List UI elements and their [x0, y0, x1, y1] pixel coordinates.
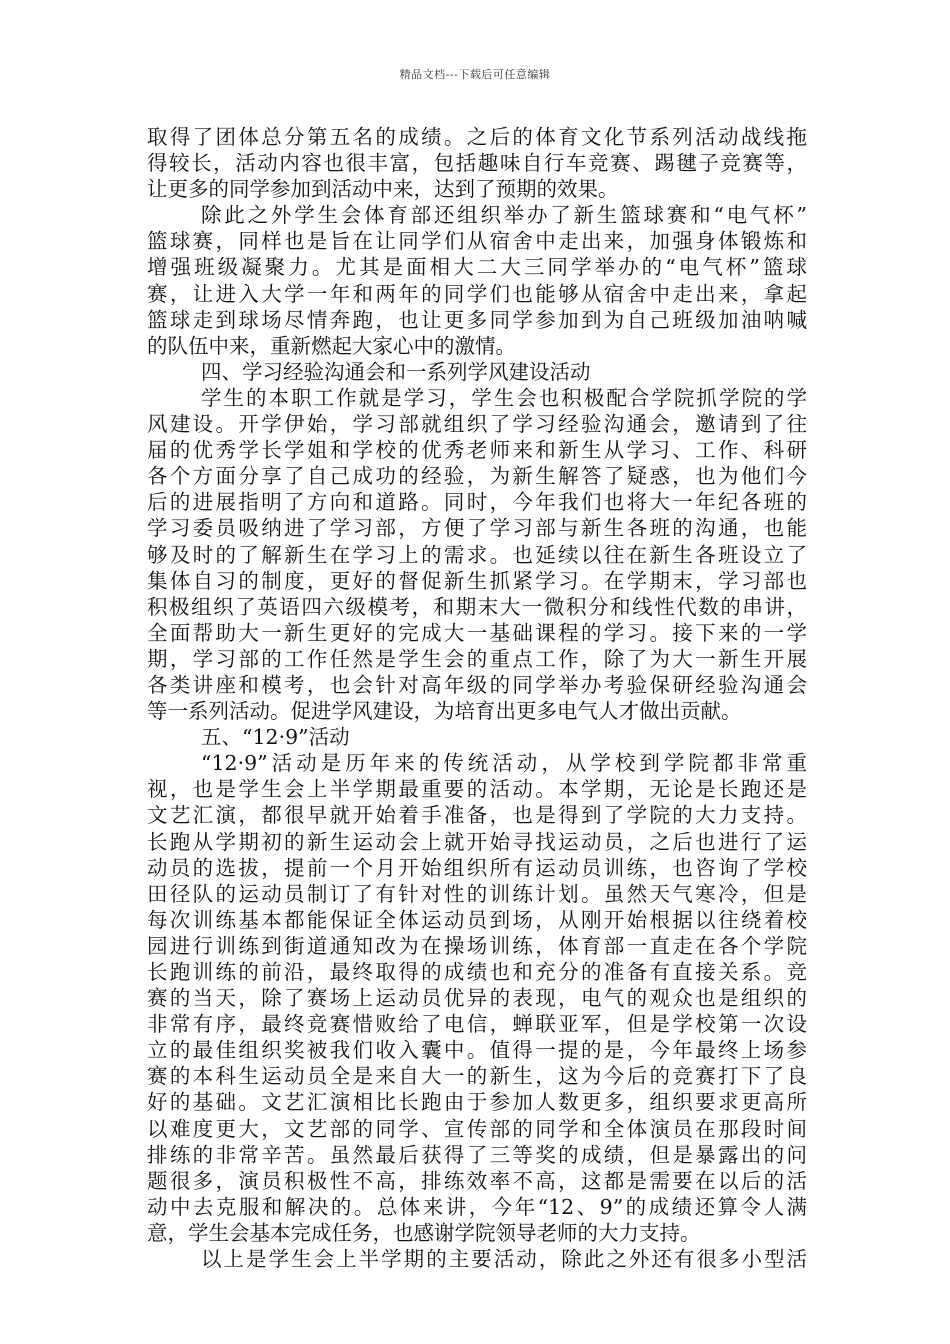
paragraph — [147, 750, 807, 1246]
text-line: 学生的本职工作就是学习，学生会也积极配合学院抓学院的学 — [201, 385, 807, 410]
paragraph — [147, 1246, 807, 1272]
document-body — [147, 124, 807, 1272]
section-heading — [147, 724, 807, 750]
text-line: 田径队的运动员制订了有针对性的训练计划。虽然天气寒冷，但是 — [147, 881, 807, 906]
text-line: 集体自习的制度，更好的督促新生抓紧学习。在学期末，学习部也 — [147, 568, 807, 593]
text-line: 全面帮助大一新生更好的完成大一基础课程的学习。接下来的一学 — [147, 620, 807, 645]
text-line: 动员的选拔，提前一个月开始组织所有运动员训练，也咨询了学校 — [147, 855, 807, 880]
text-line: 长跑从学期初的新生运动会上就开始寻找运动员，之后也进行了运 — [147, 829, 807, 854]
text-line: 排练的非常辛苦。虽然最后获得了三等奖的成绩，但是暴露出的问 — [147, 1142, 807, 1167]
text-line: 届的优秀学长学姐和学校的优秀老师来和新生从学习、工作、科研 — [147, 438, 807, 463]
text-line: 学习委员吸纳进了学习部，方便了学习部与新生各班的沟通，也能 — [147, 516, 807, 541]
text-line: 篮球走到球场尽情奔跑，也让更多同学参加到为自己班级加油呐喊 — [147, 307, 807, 332]
text-line: 好的基础。文艺汇演相比长跑由于参加人数更多，组织要求更高所 — [147, 1090, 807, 1115]
text-line: 视，也是学生会上半学期最重要的活动。本学期，无论是长跑还是 — [147, 777, 807, 802]
text-line: “12·9”活动是历年来的传统活动，从学校到学院都非常重 — [201, 751, 807, 776]
text-line: 园进行训练到街道通知改为在操场训练，体育部一直走在各个学院 — [147, 933, 807, 958]
text-line: 增强班级凝聚力。尤其是面相大二大三同学举办的“电气杯”篮球 — [147, 255, 807, 280]
section-heading — [147, 359, 807, 385]
text-line: 赛的本科生运动员全是来自大一的新生，这为今后的竞赛打下了良 — [147, 1064, 807, 1089]
text-line: 除此之外学生会体育部还组织举办了新生篮球赛和“电气杯” — [201, 203, 807, 228]
paragraph — [147, 124, 807, 202]
paragraph — [147, 202, 807, 359]
text-line: 取得了团体总分第五名的成绩。之后的体育文化节系列活动战线拖 — [147, 125, 807, 149]
page-header: 精品文档---下载后可任意编辑 — [399, 68, 551, 81]
text-line: 每次训练基本都能保证全体运动员到场，从刚开始根据以往绕着校 — [147, 907, 807, 932]
text-line: 四、学习经验沟通会和一系列学风建设活动 — [201, 359, 591, 384]
text-line: 各类讲座和模考，也会针对高年级的同学举办考验保研经验沟通会 — [147, 672, 807, 697]
text-line: 文艺汇演，都很早就开始着手准备，也是得到了学院的大力支持。 — [147, 803, 807, 828]
text-line: 的队伍中来，重新燃起大家心中的激情。 — [147, 333, 516, 358]
text-line: 非常有序，最终竞赛惜败给了电信，蝉联亚军，但是学校第一次设 — [147, 1012, 807, 1037]
text-line: 以上是学生会上半学期的主要活动，除此之外还有很多小型活 — [201, 1247, 807, 1272]
text-line: 动中去克服和解决的。总体来讲，今年“12、9”的成绩还算令人满 — [147, 1194, 807, 1219]
text-line: 篮球赛，同样也是旨在让同学们从宿舍中走出来，加强身体锻炼和 — [147, 229, 807, 254]
text-line: 各个方面分享了自己成功的经验，为新生解答了疑惑，也为他们今 — [147, 464, 807, 489]
text-line: 期，学习部的工作任然是学生会的重点工作，除了为大一新生开展 — [147, 646, 807, 671]
text-line: 风建设。开学伊始，学习部就组织了学习经验沟通会，邀请到了往 — [147, 412, 807, 437]
text-line: 长跑训练的前沿，最终取得的成绩也和充分的准备有直接关系。竞 — [147, 960, 807, 984]
text-line: 五、“12·9”活动 — [201, 725, 350, 750]
text-line: 赛，让进入大学一年和两年的同学们也能够从宿舍中走出来，拿起 — [147, 281, 807, 306]
text-line: 以难度更大，文艺部的同学、宣传部的同学和全体演员在那段时间 — [147, 1116, 807, 1141]
text-line: 得较长，活动内容也很丰富，包括趣味自行车竞赛、踢毽子竞赛等， — [147, 151, 807, 176]
text-line: 题很多，演员积极性不高，排练效率不高，这都是需要在以后的活 — [147, 1168, 807, 1193]
text-line: 立的最佳组织奖被我们收入囊中。值得一提的是，今年最终上场参 — [147, 1038, 807, 1063]
text-line: 让更多的同学参加到活动中来，达到了预期的效果。 — [147, 177, 619, 202]
text-line: 意，学生会基本完成任务，也感谢学院领导老师的大力支持。 — [147, 1220, 701, 1245]
text-line: 后的进展指明了方向和道路。同时，今年我们也将大一年纪各班的 — [147, 490, 807, 515]
text-line: 够及时的了解新生在学习上的需求。也延续以往在新生各班设立了 — [147, 542, 807, 567]
text-line: 赛的当天，除了赛场上运动员优异的表现，电气的观众也是组织的 — [147, 986, 807, 1011]
text-line: 积极组织了英语四六级模考，和期末大一微积分和线性代数的串讲， — [147, 594, 807, 619]
paragraph — [147, 385, 807, 724]
text-line: 等一系列活动。促进学风建设，为培育出更多电气人才做出贡献。 — [147, 699, 742, 724]
